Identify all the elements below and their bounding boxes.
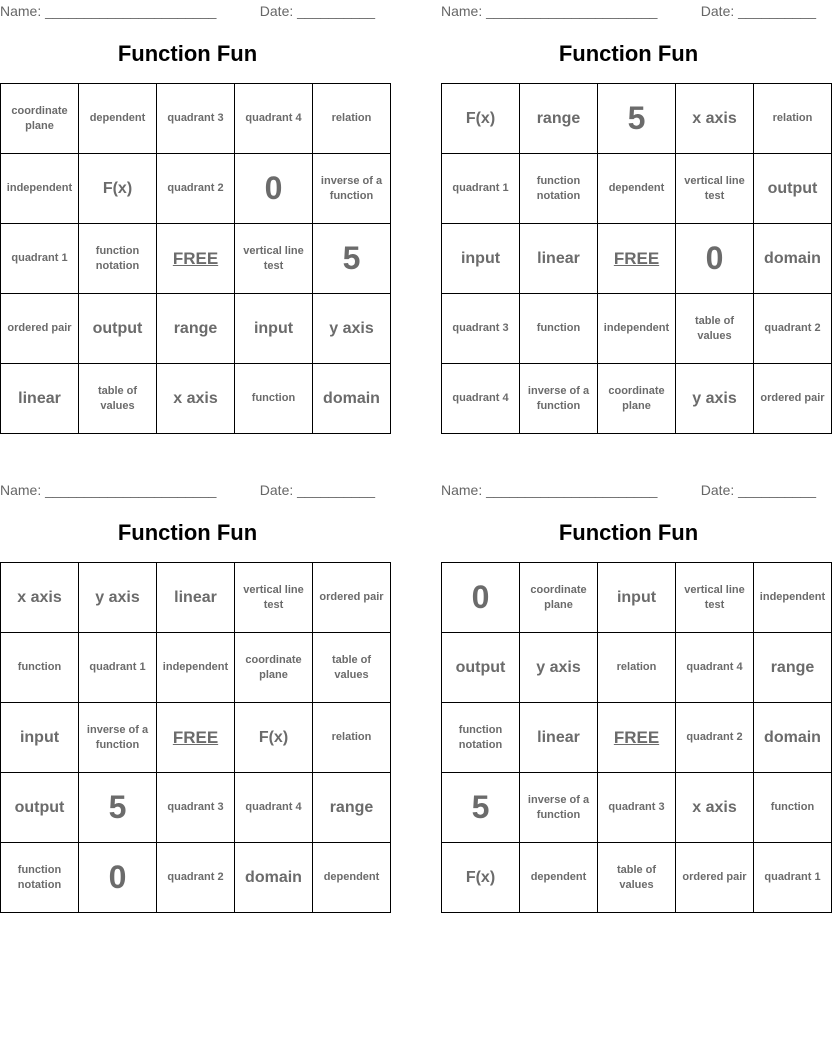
bingo-cell: domain xyxy=(754,224,832,294)
bingo-cell: 0 xyxy=(79,843,157,913)
bingo-cell: table of values xyxy=(598,843,676,913)
bingo-cell: function notation xyxy=(520,154,598,224)
grid-row xyxy=(1,773,391,843)
name-date-header xyxy=(0,479,375,501)
bingo-cell: vertical line test xyxy=(676,563,754,633)
bingo-cell: relation xyxy=(754,84,832,154)
bingo-cell: linear xyxy=(520,224,598,294)
bingo-cell: ordered pair xyxy=(676,843,754,913)
bingo-cell: quadrant 4 xyxy=(235,84,313,154)
bingo-cell: coordinate plane xyxy=(1,84,79,154)
bingo-cell: table of values xyxy=(313,633,391,703)
grid-row xyxy=(442,773,832,843)
bingo-cell: function xyxy=(754,773,832,843)
bingo-cell: output xyxy=(79,294,157,364)
free-space: FREE xyxy=(598,703,676,773)
grid-row xyxy=(442,224,832,294)
bingo-cell: y axis xyxy=(676,364,754,434)
bingo-cell: independent xyxy=(157,633,235,703)
grid-row xyxy=(442,703,832,773)
bingo-cell: dependent xyxy=(598,154,676,224)
name-date-header xyxy=(0,0,375,22)
bingo-grid xyxy=(441,83,832,434)
grid-row xyxy=(442,364,832,434)
grid-row xyxy=(442,563,832,633)
bingo-cell: 5 xyxy=(598,84,676,154)
bingo-cell: independent xyxy=(754,563,832,633)
bingo-cell: dependent xyxy=(520,843,598,913)
date-field: Date: __________ xyxy=(259,3,375,19)
bingo-cell: quadrant 2 xyxy=(754,294,832,364)
name-field: Name: ______________________ xyxy=(0,3,217,19)
bingo-cell: x axis xyxy=(1,563,79,633)
bingo-cell: inverse of a function xyxy=(520,364,598,434)
bingo-cell: x axis xyxy=(676,84,754,154)
bingo-cell: 0 xyxy=(442,563,520,633)
bingo-cell: output xyxy=(442,633,520,703)
bingo-cell: domain xyxy=(754,703,832,773)
bingo-cell: quadrant 1 xyxy=(442,154,520,224)
bingo-cell: input xyxy=(235,294,313,364)
bingo-cell: relation xyxy=(313,703,391,773)
bingo-cell: independent xyxy=(1,154,79,224)
bingo-cell: input xyxy=(442,224,520,294)
bingo-cell: vertical line test xyxy=(676,154,754,224)
card-title: Function Fun xyxy=(117,520,258,545)
bingo-cell: ordered pair xyxy=(313,563,391,633)
bingo-cell: coordinate plane xyxy=(235,633,313,703)
grid-row xyxy=(442,154,832,224)
bingo-cell: output xyxy=(754,154,832,224)
bingo-cell: quadrant 4 xyxy=(442,364,520,434)
grid-row xyxy=(1,154,391,224)
bingo-cell: inverse of a function xyxy=(520,773,598,843)
bingo-cell: quadrant 2 xyxy=(157,154,235,224)
bingo-cell: table of values xyxy=(79,364,157,434)
bingo-cell: x axis xyxy=(676,773,754,843)
grid-row xyxy=(1,364,391,434)
bingo-cell: relation xyxy=(313,84,391,154)
grid-row xyxy=(442,294,832,364)
bingo-grid xyxy=(441,562,832,913)
bingo-cell: F(x) xyxy=(235,703,313,773)
bingo-cell: range xyxy=(520,84,598,154)
bingo-cell: quadrant 2 xyxy=(157,843,235,913)
bingo-cell: F(x) xyxy=(442,843,520,913)
bingo-cell: quadrant 1 xyxy=(79,633,157,703)
bingo-cell: dependent xyxy=(79,84,157,154)
free-space: FREE xyxy=(598,224,676,294)
free-space: FREE xyxy=(157,224,235,294)
bingo-cell: coordinate plane xyxy=(520,563,598,633)
bingo-cell: quadrant 3 xyxy=(157,773,235,843)
bingo-cell: quadrant 3 xyxy=(442,294,520,364)
bingo-cell: 5 xyxy=(442,773,520,843)
bingo-cell: domain xyxy=(235,843,313,913)
bingo-cell: y axis xyxy=(313,294,391,364)
grid-row xyxy=(442,84,832,154)
bingo-cell: quadrant 3 xyxy=(598,773,676,843)
bingo-cell: function xyxy=(520,294,598,364)
bingo-cell: domain xyxy=(313,364,391,434)
bingo-cell: ordered pair xyxy=(1,294,79,364)
free-space: FREE xyxy=(157,703,235,773)
bingo-cell: inverse of a function xyxy=(79,703,157,773)
bingo-cell: input xyxy=(598,563,676,633)
date-field: Date: __________ xyxy=(259,482,375,498)
bingo-cell: function notation xyxy=(79,224,157,294)
bingo-cell: function notation xyxy=(1,843,79,913)
bingo-cell: quadrant 1 xyxy=(1,224,79,294)
bingo-grid xyxy=(0,562,391,913)
name-date-header xyxy=(441,0,816,22)
bingo-cell: quadrant 4 xyxy=(676,633,754,703)
grid-row xyxy=(1,563,391,633)
name-field: Name: ______________________ xyxy=(441,482,658,498)
date-field: Date: __________ xyxy=(700,3,816,19)
bingo-cell: F(x) xyxy=(79,154,157,224)
name-field: Name: ______________________ xyxy=(0,482,217,498)
bingo-cell: 0 xyxy=(235,154,313,224)
bingo-cell: F(x) xyxy=(442,84,520,154)
name-date-header xyxy=(441,479,816,501)
bingo-cell: linear xyxy=(1,364,79,434)
bingo-cell: function xyxy=(235,364,313,434)
bingo-cell: quadrant 3 xyxy=(157,84,235,154)
date-field: Date: __________ xyxy=(700,482,816,498)
grid-row xyxy=(1,703,391,773)
bingo-cell: output xyxy=(1,773,79,843)
bingo-cell: y axis xyxy=(520,633,598,703)
bingo-cell: 5 xyxy=(313,224,391,294)
grid-row xyxy=(1,84,391,154)
card-title: Function Fun xyxy=(558,41,699,66)
bingo-cell: quadrant 2 xyxy=(676,703,754,773)
bingo-cell: quadrant 1 xyxy=(754,843,832,913)
grid-row xyxy=(442,633,832,703)
bingo-cell: y axis xyxy=(79,563,157,633)
bingo-cell: x axis xyxy=(157,364,235,434)
bingo-cell: vertical line test xyxy=(235,224,313,294)
bingo-cell: independent xyxy=(598,294,676,364)
grid-row xyxy=(1,633,391,703)
bingo-cell: ordered pair xyxy=(754,364,832,434)
bingo-cell: vertical line test xyxy=(235,563,313,633)
bingo-cell: 5 xyxy=(79,773,157,843)
bingo-cell: dependent xyxy=(313,843,391,913)
bingo-cell: inverse of a function xyxy=(313,154,391,224)
bingo-cell: coordinate plane xyxy=(598,364,676,434)
bingo-cell: table of values xyxy=(676,294,754,364)
bingo-cell: input xyxy=(1,703,79,773)
bingo-cell: range xyxy=(754,633,832,703)
grid-row xyxy=(442,843,832,913)
bingo-cell: range xyxy=(313,773,391,843)
grid-row xyxy=(1,294,391,364)
bingo-cell: range xyxy=(157,294,235,364)
grid-row xyxy=(1,843,391,913)
bingo-cell: relation xyxy=(598,633,676,703)
name-field: Name: ______________________ xyxy=(441,3,658,19)
bingo-cell: linear xyxy=(157,563,235,633)
bingo-cell: linear xyxy=(520,703,598,773)
bingo-cell: function notation xyxy=(442,703,520,773)
card-title: Function Fun xyxy=(558,520,699,545)
bingo-cell: 0 xyxy=(676,224,754,294)
card-title: Function Fun xyxy=(117,41,258,66)
grid-row xyxy=(1,224,391,294)
bingo-grid xyxy=(0,83,391,434)
bingo-cell: function xyxy=(1,633,79,703)
bingo-cell: quadrant 4 xyxy=(235,773,313,843)
